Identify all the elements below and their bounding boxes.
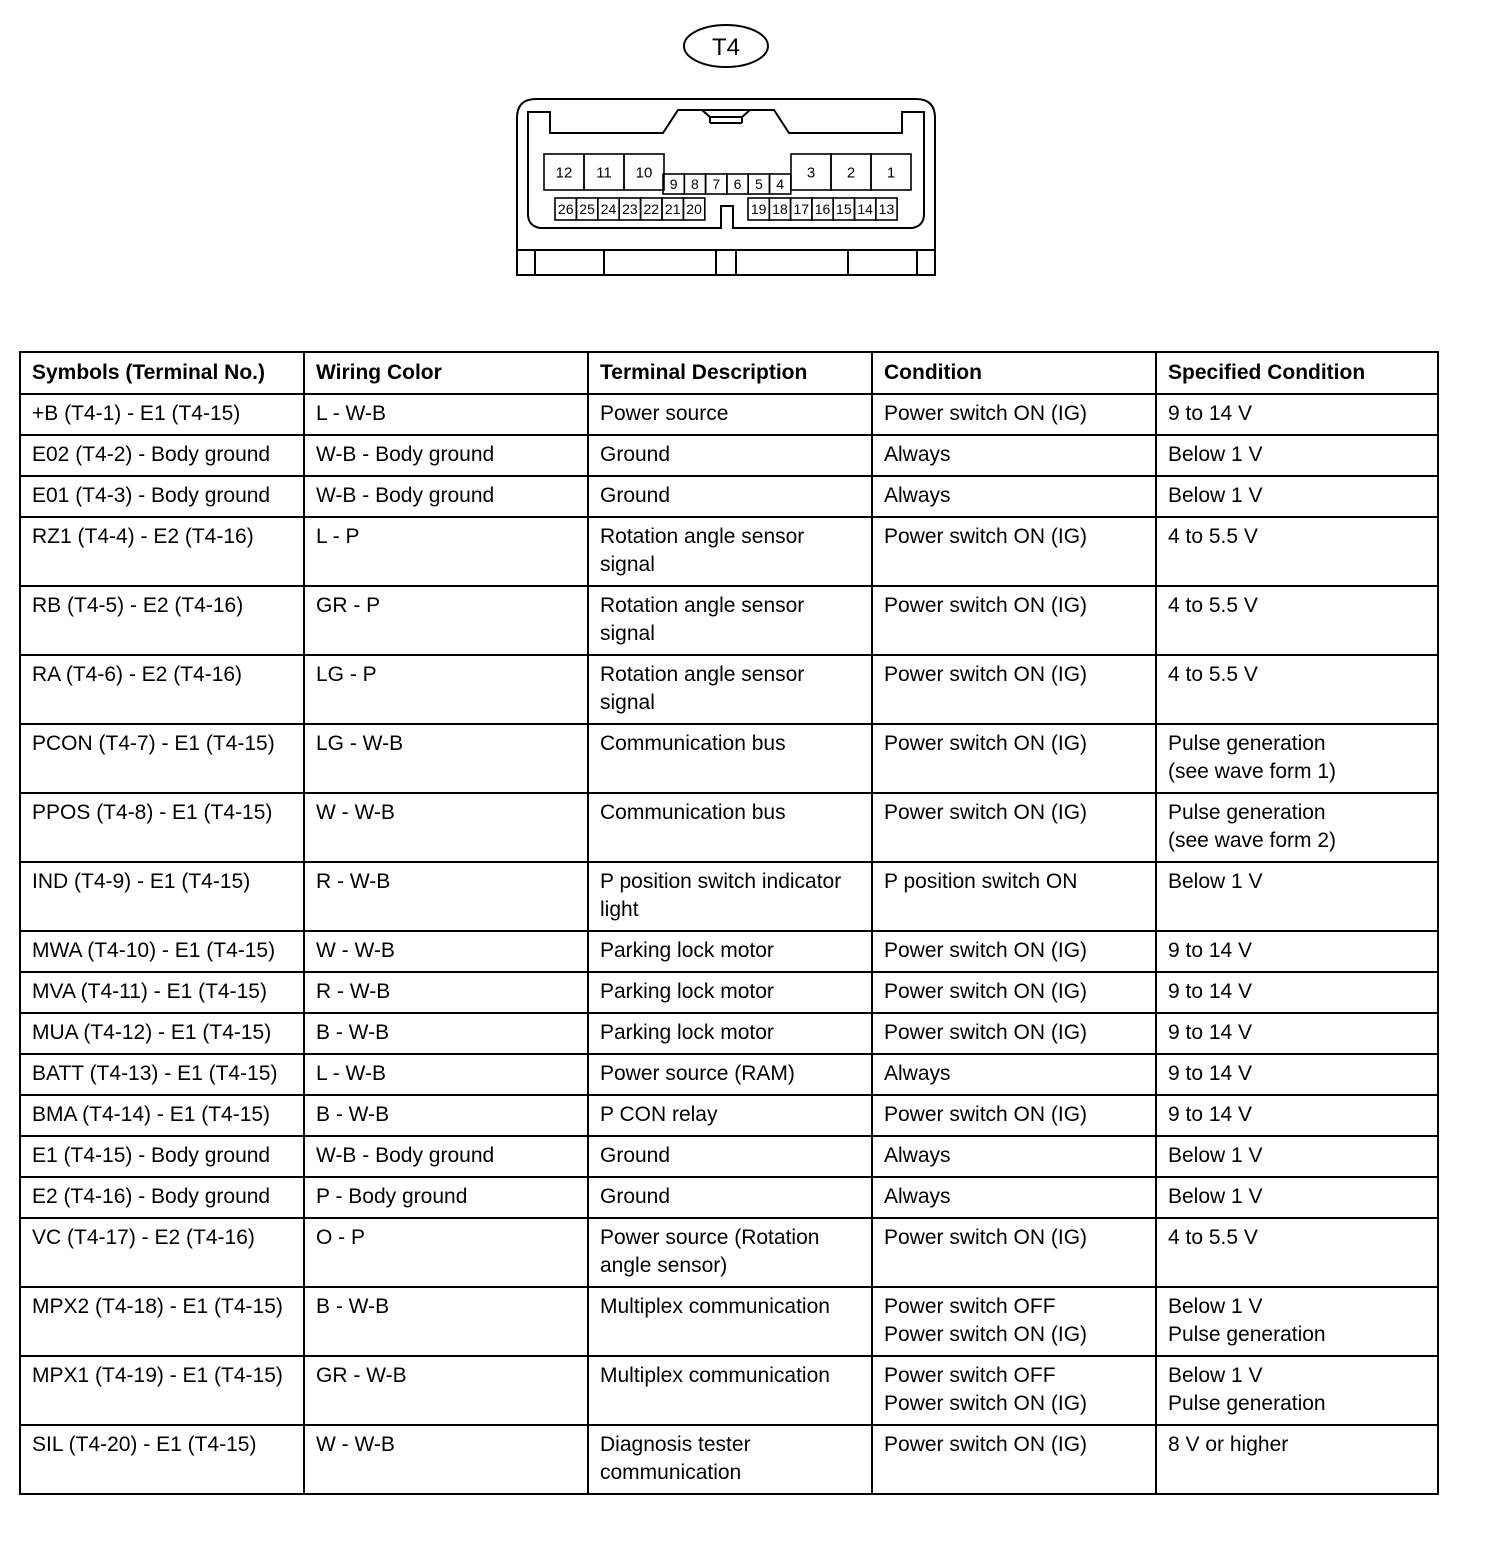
cell-terminal-description: Diagnosis tester communication [588, 1425, 872, 1494]
pin-number: 2 [846, 164, 856, 182]
cell-symbols: MVA (T4-11) - E1 (T4-15) [20, 972, 304, 1013]
cell-terminal-description: Power source [588, 394, 872, 435]
pin-number: 9 [669, 176, 678, 193]
cell-symbols: E1 (T4-15) - Body ground [20, 1136, 304, 1177]
cell-wiring-color: W-B - Body ground [304, 1136, 588, 1177]
cell-specified-condition: 4 to 5.5 V [1156, 1218, 1438, 1287]
table-row [20, 724, 1438, 793]
table-row [20, 476, 1438, 517]
cell-terminal-description: Ground [588, 1177, 872, 1218]
table-row [20, 586, 1438, 655]
pin-number: 24 [600, 201, 617, 218]
cell-specified-condition: Below 1 V [1156, 476, 1438, 517]
table-row [20, 793, 1438, 862]
pin-number: 6 [733, 176, 742, 193]
cell-specified-condition: 8 V or higher [1156, 1425, 1438, 1494]
cell-terminal-description: Rotation angle sensor signal [588, 586, 872, 655]
pin-number: 16 [814, 201, 831, 218]
cell-symbols: RA (T4-6) - E2 (T4-16) [20, 655, 304, 724]
header-specified-condition: Specified Condition [1156, 352, 1438, 394]
cell-specified-condition: 9 to 14 V [1156, 1095, 1438, 1136]
table-row [20, 1095, 1438, 1136]
cell-specified-condition: Below 1 V Pulse generation [1156, 1356, 1438, 1425]
cell-wiring-color: W-B - Body ground [304, 476, 588, 517]
table-row [20, 1287, 1438, 1356]
header-condition: Condition [872, 352, 1156, 394]
header-symbols: Symbols (Terminal No.) [20, 352, 304, 394]
cell-condition: Power switch ON (IG) [872, 586, 1156, 655]
cell-specified-condition: Below 1 V [1156, 862, 1438, 931]
cell-wiring-color: GR - P [304, 586, 588, 655]
table-row [20, 972, 1438, 1013]
pin-number: 7 [712, 176, 721, 193]
cell-symbols: PCON (T4-7) - E1 (T4-15) [20, 724, 304, 793]
cell-wiring-color: GR - W-B [304, 1356, 588, 1425]
cell-condition: Always [872, 1177, 1156, 1218]
cell-condition: Power switch ON (IG) [872, 1095, 1156, 1136]
cell-symbols: E02 (T4-2) - Body ground [20, 435, 304, 476]
cell-wiring-color: L - P [304, 517, 588, 586]
cell-wiring-color: P - Body ground [304, 1177, 588, 1218]
cell-specified-condition: 9 to 14 V [1156, 1054, 1438, 1095]
pin-number: 3 [806, 164, 816, 182]
cell-specified-condition: 4 to 5.5 V [1156, 586, 1438, 655]
cell-symbols: PPOS (T4-8) - E1 (T4-15) [20, 793, 304, 862]
cell-specified-condition: Pulse generation (see wave form 1) [1156, 724, 1438, 793]
cell-specified-condition: Below 1 V [1156, 1136, 1438, 1177]
pin-number: 19 [750, 201, 767, 218]
cell-symbols: BATT (T4-13) - E1 (T4-15) [20, 1054, 304, 1095]
table-row [20, 931, 1438, 972]
cell-wiring-color: LG - W-B [304, 724, 588, 793]
cell-terminal-description: Ground [588, 476, 872, 517]
table-row [20, 1425, 1438, 1494]
pin-number: 20 [686, 201, 702, 218]
cell-wiring-color: W - W-B [304, 931, 588, 972]
table-row [20, 1177, 1438, 1218]
cell-terminal-description: Rotation angle sensor signal [588, 517, 872, 586]
table-header-row [20, 352, 1438, 394]
cell-condition: Power switch ON (IG) [872, 517, 1156, 586]
cell-condition: Power switch ON (IG) [872, 394, 1156, 435]
pin-number: 25 [579, 201, 595, 218]
connector-latch [702, 110, 750, 117]
table-row [20, 655, 1438, 724]
cell-terminal-description: Multiplex communication [588, 1287, 872, 1356]
connector-label: T4 [711, 34, 741, 61]
header-terminal-description: Terminal Description [588, 352, 872, 394]
cell-specified-condition: Pulse generation (see wave form 2) [1156, 793, 1438, 862]
cell-terminal-description: Parking lock motor [588, 931, 872, 972]
pin-number: 22 [643, 201, 660, 218]
cell-wiring-color: L - W-B [304, 1054, 588, 1095]
cell-specified-condition: Below 1 V [1156, 1177, 1438, 1218]
cell-specified-condition: 9 to 14 V [1156, 394, 1438, 435]
pin-number: 17 [793, 201, 810, 218]
pin-number: 11 [596, 164, 612, 182]
pin-number: 8 [691, 176, 699, 193]
cell-symbols: VC (T4-17) - E2 (T4-16) [20, 1218, 304, 1287]
cell-specified-condition: Below 1 V Pulse generation [1156, 1287, 1438, 1356]
pin-number: 12 [555, 164, 573, 182]
pin-number: 15 [836, 201, 852, 218]
cell-symbols: MUA (T4-12) - E1 (T4-15) [20, 1013, 304, 1054]
cell-symbols: +B (T4-1) - E1 (T4-15) [20, 394, 304, 435]
cell-condition: Power switch OFF Power switch ON (IG) [872, 1356, 1156, 1425]
cell-symbols: IND (T4-9) - E1 (T4-15) [20, 862, 304, 931]
cell-condition: Power switch ON (IG) [872, 1218, 1156, 1287]
cell-terminal-description: Ground [588, 1136, 872, 1177]
cell-wiring-color: B - W-B [304, 1013, 588, 1054]
cell-condition: Power switch ON (IG) [872, 793, 1156, 862]
cell-specified-condition: 4 to 5.5 V [1156, 655, 1438, 724]
cell-terminal-description: P position switch indicator light [588, 862, 872, 931]
table-row [20, 435, 1438, 476]
table-row [20, 1013, 1438, 1054]
cell-condition: Power switch ON (IG) [872, 655, 1156, 724]
table-row [20, 862, 1438, 931]
cell-terminal-description: Parking lock motor [588, 972, 872, 1013]
cell-wiring-color: LG - P [304, 655, 588, 724]
pin-number: 26 [557, 201, 574, 218]
cell-condition: Power switch ON (IG) [872, 1425, 1156, 1494]
header-wiring-color: Wiring Color [304, 352, 588, 394]
cell-condition: P position switch ON [872, 862, 1156, 931]
pin-number: 21 [664, 201, 681, 218]
cell-symbols: E2 (T4-16) - Body ground [20, 1177, 304, 1218]
cell-wiring-color: R - W-B [304, 972, 588, 1013]
cell-symbols: RZ1 (T4-4) - E2 (T4-16) [20, 517, 304, 586]
pin-number: 23 [622, 201, 638, 218]
cell-condition: Always [872, 476, 1156, 517]
table-row [20, 1218, 1438, 1287]
cell-specified-condition: Below 1 V [1156, 435, 1438, 476]
cell-terminal-description: Multiplex communication [588, 1356, 872, 1425]
cell-wiring-color: B - W-B [304, 1095, 588, 1136]
cell-wiring-color: O - P [304, 1218, 588, 1287]
cell-terminal-description: Ground [588, 435, 872, 476]
connector-diagram [0, 0, 1504, 300]
cell-terminal-description: Power source (Rotation angle sensor) [588, 1218, 872, 1287]
cell-terminal-description: Communication bus [588, 793, 872, 862]
cell-symbols: E01 (T4-3) - Body ground [20, 476, 304, 517]
cell-condition: Power switch OFF Power switch ON (IG) [872, 1287, 1156, 1356]
cell-wiring-color: L - W-B [304, 394, 588, 435]
pin-number: 4 [776, 176, 785, 193]
cell-wiring-color: B - W-B [304, 1287, 588, 1356]
pin-number: 1 [886, 164, 896, 182]
table-row [20, 1054, 1438, 1095]
terminal-spec-table [19, 351, 1439, 1495]
cell-specified-condition: 9 to 14 V [1156, 931, 1438, 972]
cell-symbols: BMA (T4-14) - E1 (T4-15) [20, 1095, 304, 1136]
cell-terminal-description: P CON relay [588, 1095, 872, 1136]
cell-wiring-color: W - W-B [304, 1425, 588, 1494]
cell-condition: Always [872, 1136, 1156, 1177]
cell-wiring-color: W - W-B [304, 793, 588, 862]
pin-number: 14 [857, 201, 873, 218]
table-row [20, 1136, 1438, 1177]
cell-specified-condition: 9 to 14 V [1156, 972, 1438, 1013]
table-row [20, 517, 1438, 586]
pin-number: 10 [635, 164, 653, 182]
cell-condition: Always [872, 435, 1156, 476]
cell-condition: Power switch ON (IG) [872, 972, 1156, 1013]
pin-number: 5 [754, 176, 763, 193]
table-row [20, 1356, 1438, 1425]
cell-terminal-description: Communication bus [588, 724, 872, 793]
cell-condition: Power switch ON (IG) [872, 931, 1156, 972]
cell-terminal-description: Parking lock motor [588, 1013, 872, 1054]
cell-condition: Power switch ON (IG) [872, 724, 1156, 793]
cell-condition: Always [872, 1054, 1156, 1095]
cell-wiring-color: W-B - Body ground [304, 435, 588, 476]
pin-number: 18 [772, 201, 788, 218]
cell-specified-condition: 4 to 5.5 V [1156, 517, 1438, 586]
connector-foot [716, 250, 736, 275]
cell-wiring-color: R - W-B [304, 862, 588, 931]
pin-number: 13 [878, 201, 895, 218]
cell-symbols: SIL (T4-20) - E1 (T4-15) [20, 1425, 304, 1494]
cell-condition: Power switch ON (IG) [872, 1013, 1156, 1054]
cell-symbols: MPX1 (T4-19) - E1 (T4-15) [20, 1356, 304, 1425]
cell-terminal-description: Rotation angle sensor signal [588, 655, 872, 724]
cell-terminal-description: Power source (RAM) [588, 1054, 872, 1095]
cell-specified-condition: 9 to 14 V [1156, 1013, 1438, 1054]
cell-symbols: RB (T4-5) - E2 (T4-16) [20, 586, 304, 655]
cell-symbols: MPX2 (T4-18) - E1 (T4-15) [20, 1287, 304, 1356]
connector-housing [517, 99, 935, 275]
table-row [20, 394, 1438, 435]
cell-symbols: MWA (T4-10) - E1 (T4-15) [20, 931, 304, 972]
